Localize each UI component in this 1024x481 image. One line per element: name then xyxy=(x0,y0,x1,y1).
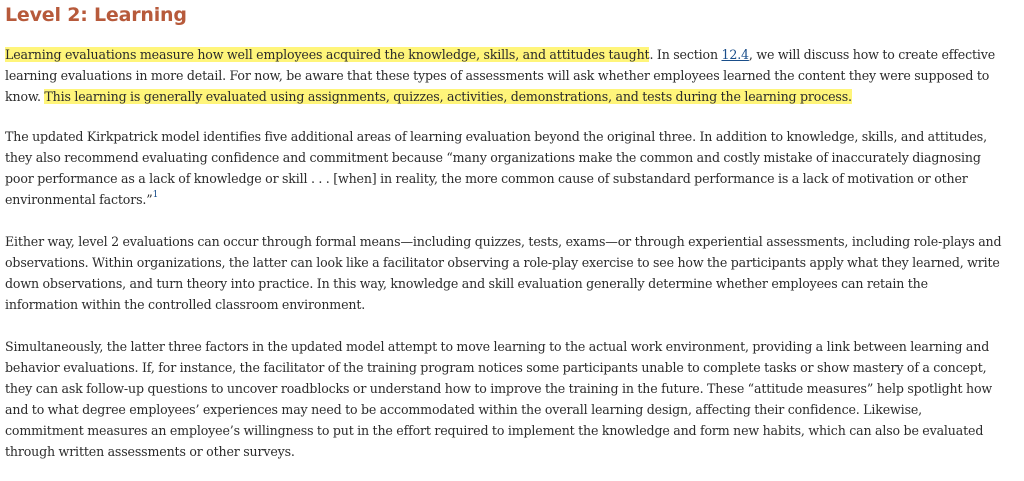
highlighted-text: This learning is generally evaluated using assignments, quizzes, activities, demonstrations, and tests during the learning process. xyxy=(44,89,852,104)
paragraph-kirkpatrick-model xyxy=(5,126,1004,210)
paragraph-level-2-means: Either way, level 2 evaluations can occur through formal means—including quizzes, tests, exams—or through experiential assessments, including role-plays and observations. Within organizations, the latter can look like a facilitator observing a role-play exercise to see how the participants apply what they learned, write down observations, and turn theory into practice. In this way, knowledge and skill evaluation generally determine whether employees can retain the information within the controlled classroom environment. xyxy=(5,234,1002,312)
highlighted-text: Learning evaluations measure how well employees acquired the knowledge, skills, and attitudes taught xyxy=(5,47,650,62)
paragraph-text: . In section xyxy=(649,47,722,62)
paragraph-text: , we will discuss how to create effective learning evaluations in more detail. For now, be aware that these types of assessments will ask whether employees learned the content they were supposed to know. xyxy=(5,47,996,104)
footnote-marker[interactable]: 1 xyxy=(152,189,159,200)
paragraph-text: The updated Kirkpatrick model identifies five additional areas of learning evaluation beyond the original three. In addition to knowledge, skills, and attitudes, they also recommend evaluating confidence and commitment because “many organizations make the common and costly mistake of inaccurately diagnosing poor performance as a lack of knowledge or skill . . . [when] in reality, the more common cause of substandard performance is a lack of motivation or other environmental factors.” xyxy=(5,129,987,207)
paragraph-learning-evaluations xyxy=(5,44,1004,107)
section-heading: Level 2: Learning xyxy=(5,4,187,26)
paragraph-latter-three-factors: Simultaneously, the latter three factors in the updated model attempt to move learning to the actual work environment, providing a link between learning and behavior evaluations. If, for instance, the facilitator of the training program notices some participants unable to complete tasks or show mastery of a concept, they can ask follow-up questions to uncover roadblocks or understand how to improve the training in the future. These “attitude measures” help spotlight how and to what degree employees’ experiences may need to be accommodated within the overall learning design, affecting their confidence. Likewise, commitment measures an employee’s willingness to put in the effort required to implement the knowledge and form new habits, which can also be evaluated through written assessments or other surveys. xyxy=(5,339,993,459)
section-link-12-4[interactable]: 12.4 xyxy=(721,47,749,62)
